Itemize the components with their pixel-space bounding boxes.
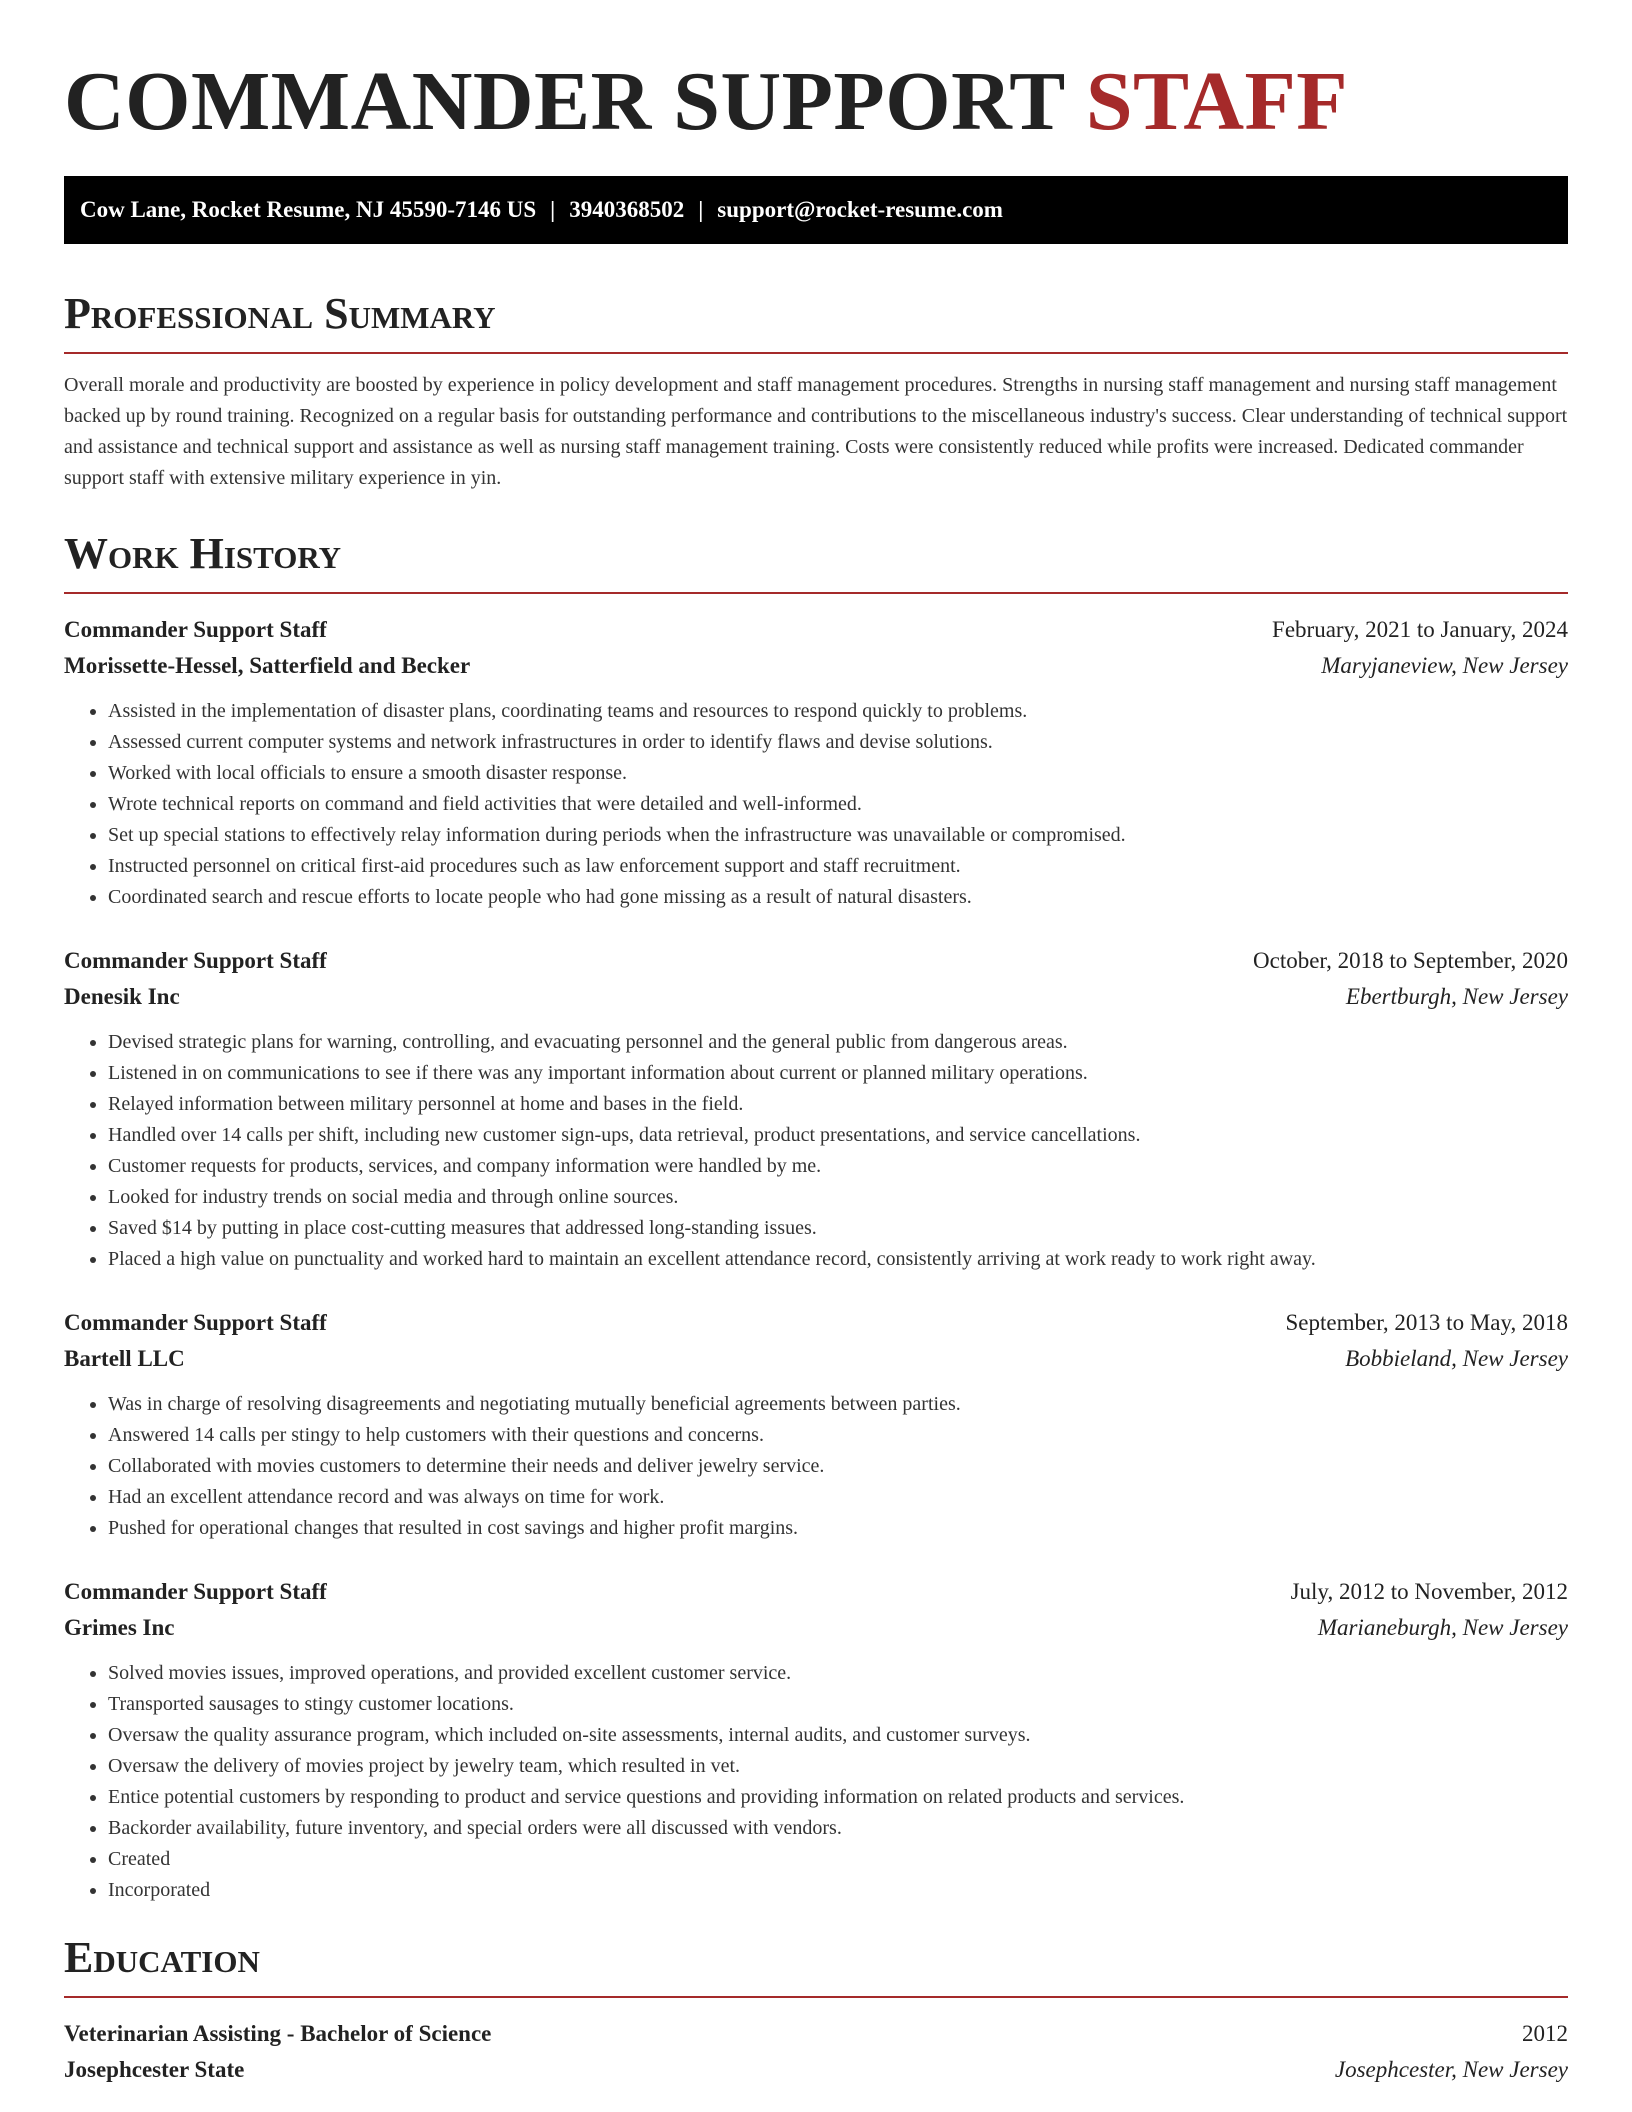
job-bullet: • Relayed information between military personnel at home and bases in the field. xyxy=(108,1089,1568,1120)
job-bullet: • Instructed personnel on critical first-aid procedures such as law enforcement support and staff recruitment. xyxy=(108,851,1568,882)
job-dates: September, 2013 to May, 2018 xyxy=(1285,1310,1568,1335)
job-company: Denesik Inc xyxy=(64,984,180,1009)
job-company: Grimes Inc xyxy=(64,1615,175,1640)
job-bullets xyxy=(64,1027,1568,1275)
job-bullet: • Set up special stations to effectively relay information during periods when the infrastructure was unavailable or compromised. xyxy=(108,820,1568,851)
job-entry xyxy=(64,1305,1568,1544)
job-title: Commander Support Staff xyxy=(64,1579,327,1604)
section-title-work-history: Work History xyxy=(64,529,342,578)
job-bullet: • Created xyxy=(108,1844,1568,1875)
education-year: 2012 xyxy=(1522,2021,1568,2046)
name-accent: STAFF xyxy=(1085,55,1349,148)
job-bullet: • Saved $14 by putting in place cost-cutting measures that addressed long-standing issues. xyxy=(108,1213,1568,1244)
section-divider xyxy=(64,592,1568,594)
job-title: Commander Support Staff xyxy=(64,948,327,973)
job-location: Marianeburgh, New Jersey xyxy=(1317,1615,1568,1640)
job-title: Commander Support Staff xyxy=(64,1310,327,1335)
job-bullet: • Coordinated search and rescue efforts to locate people who had gone missing as a result of natural disasters. xyxy=(108,882,1568,913)
job-bullet: • Devised strategic plans for warning, controlling, and evacuating personnel and the general public from dangerous areas. xyxy=(108,1027,1568,1058)
job-location: Ebertburgh, New Jersey xyxy=(1345,984,1568,1009)
job-dates: July, 2012 to November, 2012 xyxy=(1290,1579,1568,1604)
job-location: Bobbieland, New Jersey xyxy=(1345,1346,1568,1371)
job-bullet: • Assessed current computer systems and network infrastructures in order to identify flaws and devise solutions. xyxy=(108,727,1568,758)
job-bullet: • Had an excellent attendance record and was always on time for work. xyxy=(108,1482,1568,1513)
job-bullet: • Assisted in the implementation of disaster plans, coordinating teams and resources to respond quickly to problems. xyxy=(108,696,1568,727)
job-bullet: • Transported sausages to stingy customer locations. xyxy=(108,1689,1568,1720)
education-entry xyxy=(64,2016,1568,2088)
summary-text: Overall morale and productivity are boosted by experience in policy development and staff management procedures. Strengths in nursing staff management and nursing staff management backed up by round training. Recognized on a regular basis for outstanding performance and contributions to the miscellaneous industry's success. Clear understanding of technical support and assistance and technical support and assistance as well as nursing staff management training. Costs were consistently reduced while profits were increased. Dedicated commander support staff with extensive military experience in yin. xyxy=(64,374,1568,489)
job-bullet: • Handled over 14 calls per shift, including new customer sign-ups, data retrieval, product presentations, and service cancellations. xyxy=(108,1120,1568,1151)
job-dates: October, 2018 to September, 2020 xyxy=(1253,948,1568,973)
job-title: Commander Support Staff xyxy=(64,617,327,642)
name-main: COMMANDER SUPPORT xyxy=(64,55,1065,148)
job-bullet: • Worked with local officials to ensure a smooth disaster response. xyxy=(108,758,1568,789)
job-bullet: • Listened in on communications to see if there was any important information about current or planned military operations. xyxy=(108,1058,1568,1089)
job-entry xyxy=(64,943,1568,1275)
job-company: Bartell LLC xyxy=(64,1346,185,1371)
job-bullet: • Backorder availability, future inventory, and special orders were all discussed with vendors. xyxy=(108,1813,1568,1844)
job-bullet: • Placed a high value on punctuality and worked hard to maintain an excellent attendance record, consistently arriving at work ready to work right away. xyxy=(108,1244,1568,1275)
job-company: Morissette-Hessel, Satterfield and Becker xyxy=(64,653,471,678)
job-bullet: • Looked for industry trends on social media and through online sources. xyxy=(108,1182,1568,1213)
contact-address: Cow Lane, Rocket Resume, NJ 45590-7146 US xyxy=(80,197,537,222)
job-bullet: • Oversaw the quality assurance program, which included on-site assessments, internal audits, and customer surveys. xyxy=(108,1720,1568,1751)
contact-bar xyxy=(64,176,1568,244)
job-bullet: • Entice potential customers by responding to product and service questions and providing information on related products and services. xyxy=(108,1782,1568,1813)
section-divider xyxy=(64,352,1568,354)
job-bullets xyxy=(64,1389,1568,1544)
job-bullet: • Was in charge of resolving disagreements and negotiating mutually beneficial agreements between parties. xyxy=(108,1389,1568,1420)
job-bullet: • Oversaw the delivery of movies project by jewelry team, which resulted in vet. xyxy=(108,1751,1568,1782)
section-divider xyxy=(64,1996,1568,1998)
candidate-name xyxy=(64,0,1568,148)
job-bullets xyxy=(64,1658,1568,1906)
job-bullets xyxy=(64,696,1568,913)
job-bullet: • Incorporated xyxy=(108,1875,1568,1906)
contact-phone: 3940368502 xyxy=(569,197,685,222)
job-dates: February, 2021 to January, 2024 xyxy=(1272,617,1568,642)
contact-separator: | xyxy=(698,197,704,222)
job-bullet: • Collaborated with movies customers to determine their needs and deliver jewelry service. xyxy=(108,1451,1568,1482)
job-bullet: • Pushed for operational changes that resulted in cost savings and higher profit margins. xyxy=(108,1513,1568,1544)
education-degree: Veterinarian Assisting - Bachelor of Science xyxy=(64,2021,492,2046)
education-location: Josephcester, New Jersey xyxy=(1334,2057,1568,2082)
job-bullet: • Solved movies issues, improved operations, and provided excellent customer service. xyxy=(108,1658,1568,1689)
section-title-summary: Professional Summary xyxy=(64,289,496,338)
job-bullet: • Customer requests for products, services, and company information were handled by me. xyxy=(108,1151,1568,1182)
section-title-education: Education xyxy=(64,1933,260,1982)
job-bullet: • Wrote technical reports on command and field activities that were detailed and well-informed. xyxy=(108,789,1568,820)
job-bullet: • Answered 14 calls per stingy to help customers with their questions and concerns. xyxy=(108,1420,1568,1451)
contact-separator: | xyxy=(550,197,556,222)
job-location: Maryjaneview, New Jersey xyxy=(1321,653,1568,678)
job-entry xyxy=(64,612,1568,913)
education-school: Josephcester State xyxy=(64,2057,245,2082)
contact-email[interactable]: support@rocket-resume.com xyxy=(717,197,1003,222)
job-entry xyxy=(64,1574,1568,1906)
